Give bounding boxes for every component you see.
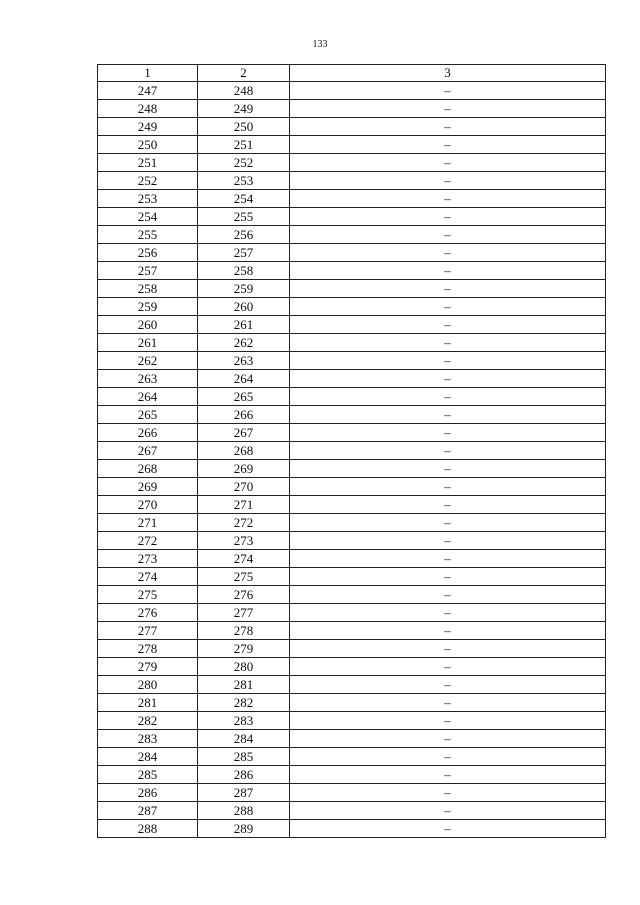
table-cell-col-3: – xyxy=(290,442,606,460)
table-header-row xyxy=(98,65,606,82)
table-cell-col-1: 288 xyxy=(98,820,198,838)
table-cell-col-3: – xyxy=(290,136,606,154)
table-cell-col-1: 257 xyxy=(98,262,198,280)
table-row xyxy=(98,406,606,424)
table-cell-col-2: 270 xyxy=(198,478,290,496)
table-cell-col-1: 263 xyxy=(98,370,198,388)
table-cell-col-1: 281 xyxy=(98,694,198,712)
table-row xyxy=(98,802,606,820)
table-cell-col-3: – xyxy=(290,730,606,748)
table-cell-col-3: – xyxy=(290,460,606,478)
table-cell-col-2: 289 xyxy=(198,820,290,838)
table-row xyxy=(98,82,606,100)
table-cell-col-2: 287 xyxy=(198,784,290,802)
table-cell-col-1: 280 xyxy=(98,676,198,694)
table-cell-col-1: 253 xyxy=(98,190,198,208)
table-cell-col-3: – xyxy=(290,532,606,550)
table-cell-col-1: 266 xyxy=(98,424,198,442)
table-cell-col-3: – xyxy=(290,226,606,244)
table-cell-col-3: – xyxy=(290,748,606,766)
table-cell-col-2: 281 xyxy=(198,676,290,694)
table-row xyxy=(98,316,606,334)
table-row xyxy=(98,334,606,352)
table-cell-col-1: 258 xyxy=(98,280,198,298)
table-cell-col-3: – xyxy=(290,640,606,658)
table-cell-col-3: – xyxy=(290,676,606,694)
table-row xyxy=(98,262,606,280)
table-cell-col-1: 265 xyxy=(98,406,198,424)
table-cell-col-1: 249 xyxy=(98,118,198,136)
table-cell-col-1: 250 xyxy=(98,136,198,154)
table-cell-col-2: 288 xyxy=(198,802,290,820)
table-cell-col-1: 272 xyxy=(98,532,198,550)
table-cell-col-2: 260 xyxy=(198,298,290,316)
data-table xyxy=(97,64,606,838)
table-cell-col-3: – xyxy=(290,208,606,226)
table-row xyxy=(98,694,606,712)
table-row xyxy=(98,532,606,550)
column-header-1: 1 xyxy=(98,65,198,82)
table-cell-col-2: 271 xyxy=(198,496,290,514)
table-cell-col-3: – xyxy=(290,334,606,352)
table-cell-col-2: 267 xyxy=(198,424,290,442)
table-cell-col-2: 249 xyxy=(198,100,290,118)
table-cell-col-3: – xyxy=(290,406,606,424)
table-cell-col-2: 258 xyxy=(198,262,290,280)
table-cell-col-3: – xyxy=(290,118,606,136)
table-cell-col-2: 253 xyxy=(198,172,290,190)
table-cell-col-3: – xyxy=(290,298,606,316)
table-row xyxy=(98,658,606,676)
table-cell-col-3: – xyxy=(290,262,606,280)
table-cell-col-2: 269 xyxy=(198,460,290,478)
table-row xyxy=(98,568,606,586)
table-cell-col-3: – xyxy=(290,550,606,568)
table-cell-col-2: 265 xyxy=(198,388,290,406)
table-cell-col-2: 264 xyxy=(198,370,290,388)
table-cell-col-1: 274 xyxy=(98,568,198,586)
table-row xyxy=(98,640,606,658)
table-cell-col-1: 277 xyxy=(98,622,198,640)
table-cell-col-2: 268 xyxy=(198,442,290,460)
table-cell-col-2: 275 xyxy=(198,568,290,586)
table-row xyxy=(98,154,606,172)
table-row xyxy=(98,100,606,118)
table-row xyxy=(98,226,606,244)
table-cell-col-2: 252 xyxy=(198,154,290,172)
table-cell-col-1: 262 xyxy=(98,352,198,370)
table-row xyxy=(98,388,606,406)
column-header-2: 2 xyxy=(198,65,290,82)
table-cell-col-1: 276 xyxy=(98,604,198,622)
table-cell-col-3: – xyxy=(290,802,606,820)
table-row xyxy=(98,676,606,694)
table-cell-col-3: – xyxy=(290,514,606,532)
table-cell-col-2: 256 xyxy=(198,226,290,244)
table-cell-col-1: 261 xyxy=(98,334,198,352)
table-row xyxy=(98,244,606,262)
table-cell-col-3: – xyxy=(290,496,606,514)
table-row xyxy=(98,604,606,622)
table-cell-col-1: 252 xyxy=(98,172,198,190)
table-cell-col-2: 276 xyxy=(198,586,290,604)
table-row xyxy=(98,478,606,496)
table-cell-col-3: – xyxy=(290,352,606,370)
table-row xyxy=(98,190,606,208)
table-cell-col-1: 275 xyxy=(98,586,198,604)
table-cell-col-3: – xyxy=(290,424,606,442)
table-cell-col-3: – xyxy=(290,622,606,640)
table-cell-col-1: 286 xyxy=(98,784,198,802)
table-cell-col-1: 287 xyxy=(98,802,198,820)
table-cell-col-1: 256 xyxy=(98,244,198,262)
table-cell-col-2: 280 xyxy=(198,658,290,676)
table-cell-col-1: 285 xyxy=(98,766,198,784)
table-row xyxy=(98,550,606,568)
table-cell-col-3: – xyxy=(290,100,606,118)
table-row xyxy=(98,442,606,460)
table-cell-col-3: – xyxy=(290,316,606,334)
table-cell-col-2: 257 xyxy=(198,244,290,262)
table-row xyxy=(98,622,606,640)
table-cell-col-3: – xyxy=(290,154,606,172)
table-cell-col-2: 285 xyxy=(198,748,290,766)
table-cell-col-1: 254 xyxy=(98,208,198,226)
table-cell-col-3: – xyxy=(290,478,606,496)
table-cell-col-2: 254 xyxy=(198,190,290,208)
table-cell-col-1: 259 xyxy=(98,298,198,316)
table-cell-col-2: 282 xyxy=(198,694,290,712)
table-cell-col-1: 279 xyxy=(98,658,198,676)
table-row xyxy=(98,118,606,136)
table-cell-col-2: 286 xyxy=(198,766,290,784)
table-cell-col-1: 267 xyxy=(98,442,198,460)
table-cell-col-2: 277 xyxy=(198,604,290,622)
table-cell-col-2: 279 xyxy=(198,640,290,658)
table-cell-col-2: 283 xyxy=(198,712,290,730)
table-cell-col-3: – xyxy=(290,244,606,262)
table-cell-col-3: – xyxy=(290,568,606,586)
table-row xyxy=(98,820,606,838)
table-row xyxy=(98,370,606,388)
table-cell-col-3: – xyxy=(290,604,606,622)
table-cell-col-3: – xyxy=(290,766,606,784)
table-cell-col-2: 255 xyxy=(198,208,290,226)
table-cell-col-1: 270 xyxy=(98,496,198,514)
table-row xyxy=(98,460,606,478)
column-header-3: 3 xyxy=(290,65,606,82)
table-cell-col-1: 251 xyxy=(98,154,198,172)
table-cell-col-3: – xyxy=(290,388,606,406)
table-cell-col-2: 266 xyxy=(198,406,290,424)
table-cell-col-1: 271 xyxy=(98,514,198,532)
table-cell-col-2: 273 xyxy=(198,532,290,550)
table-cell-col-3: – xyxy=(290,694,606,712)
table-cell-col-3: – xyxy=(290,280,606,298)
table-row xyxy=(98,136,606,154)
table-cell-col-3: – xyxy=(290,82,606,100)
table-row xyxy=(98,352,606,370)
table-row xyxy=(98,514,606,532)
table-row xyxy=(98,208,606,226)
table-cell-col-1: 264 xyxy=(98,388,198,406)
table-cell-col-2: 251 xyxy=(198,136,290,154)
table-row xyxy=(98,766,606,784)
table-cell-col-3: – xyxy=(290,658,606,676)
table-row xyxy=(98,748,606,766)
table-cell-col-1: 268 xyxy=(98,460,198,478)
table-row xyxy=(98,496,606,514)
table-cell-col-2: 284 xyxy=(198,730,290,748)
table-cell-col-3: – xyxy=(290,370,606,388)
table-cell-col-1: 283 xyxy=(98,730,198,748)
table-cell-col-1: 284 xyxy=(98,748,198,766)
table-cell-col-2: 262 xyxy=(198,334,290,352)
table-cell-col-1: 269 xyxy=(98,478,198,496)
table-cell-col-2: 278 xyxy=(198,622,290,640)
table-row xyxy=(98,730,606,748)
table-cell-col-2: 272 xyxy=(198,514,290,532)
table-row xyxy=(98,784,606,802)
table-cell-col-3: – xyxy=(290,784,606,802)
table-cell-col-1: 247 xyxy=(98,82,198,100)
table-cell-col-2: 274 xyxy=(198,550,290,568)
table-row xyxy=(98,280,606,298)
table-cell-col-1: 273 xyxy=(98,550,198,568)
table-cell-col-3: – xyxy=(290,586,606,604)
table-row xyxy=(98,586,606,604)
table-cell-col-3: – xyxy=(290,820,606,838)
table-cell-col-1: 282 xyxy=(98,712,198,730)
table-cell-col-2: 263 xyxy=(198,352,290,370)
table-row xyxy=(98,298,606,316)
table-cell-col-3: – xyxy=(290,712,606,730)
table-cell-col-1: 260 xyxy=(98,316,198,334)
table-cell-col-1: 255 xyxy=(98,226,198,244)
page-number: 133 xyxy=(312,39,328,50)
table-cell-col-2: 250 xyxy=(198,118,290,136)
table-cell-col-3: – xyxy=(290,172,606,190)
table-body xyxy=(98,82,606,838)
table-cell-col-1: 248 xyxy=(98,100,198,118)
table-row xyxy=(98,172,606,190)
table-row xyxy=(98,712,606,730)
table-cell-col-1: 278 xyxy=(98,640,198,658)
table-cell-col-2: 248 xyxy=(198,82,290,100)
table-row xyxy=(98,424,606,442)
table-cell-col-3: – xyxy=(290,190,606,208)
table-cell-col-2: 259 xyxy=(198,280,290,298)
table-cell-col-2: 261 xyxy=(198,316,290,334)
